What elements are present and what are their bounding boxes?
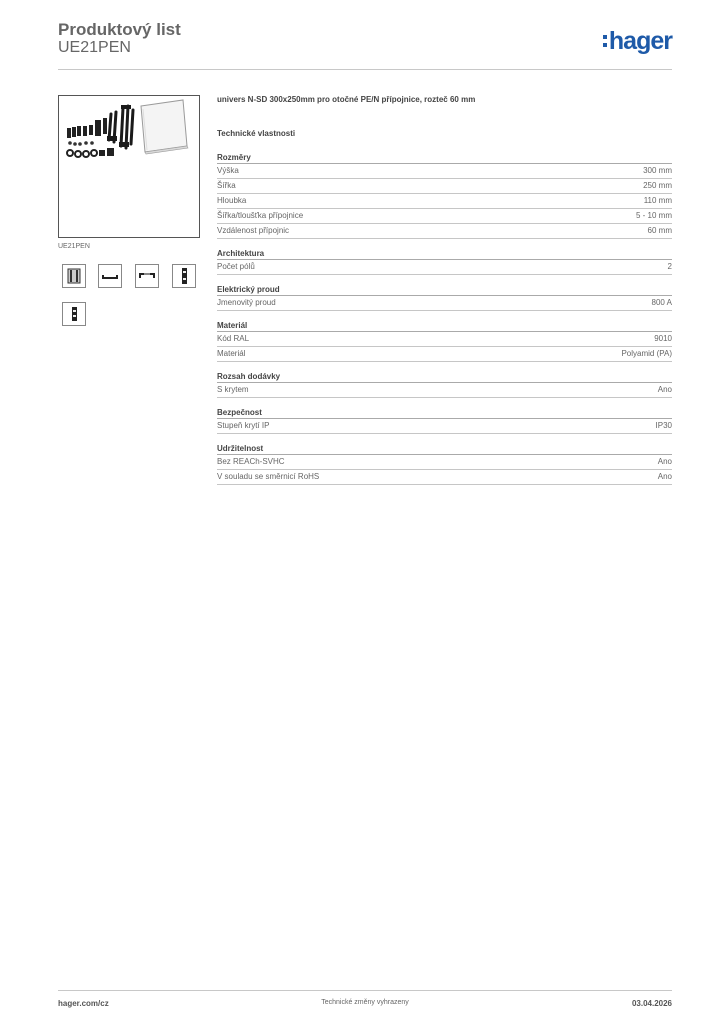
product-kit-icon xyxy=(59,96,199,237)
page-footer xyxy=(58,990,672,1011)
product-code: UE21PEN xyxy=(58,39,131,56)
spec-value: IP30 xyxy=(655,421,672,430)
logo-dots-icon xyxy=(603,35,607,47)
hager-logo xyxy=(603,26,672,56)
spec-section xyxy=(217,407,672,434)
footer-notice: Technické změny vyhrazeny xyxy=(321,999,409,1006)
spec-row xyxy=(217,383,672,398)
spec-value: 9010 xyxy=(654,334,672,343)
spec-value: 5 - 10 mm xyxy=(635,211,672,220)
spec-value: Polyamid (PA) xyxy=(621,349,672,358)
spec-value: Ano xyxy=(657,385,672,394)
spec-section xyxy=(217,443,672,485)
document-title: Produktový list xyxy=(58,20,181,39)
thumb-bracket-icon[interactable] xyxy=(98,264,122,288)
spec-label: Materiál xyxy=(217,349,246,358)
product-name: univers N-SD 300x250mm pro otočné PE/N přípojnice, rozteč 60 mm xyxy=(217,95,476,104)
section-title: Architektura xyxy=(217,248,672,260)
page-header xyxy=(58,20,672,70)
image-caption: UE21PEN xyxy=(58,243,90,250)
product-image xyxy=(58,95,200,238)
spec-section xyxy=(217,284,672,311)
spec-label: Hloubka xyxy=(217,196,247,205)
section-title: Elektrický proud xyxy=(217,284,672,296)
spec-row xyxy=(217,179,672,194)
spec-value: 110 mm xyxy=(643,196,672,205)
spec-row xyxy=(217,347,672,362)
spec-row xyxy=(217,224,672,239)
spec-value: 2 xyxy=(667,262,672,271)
spec-row xyxy=(217,194,672,209)
spec-label: Šířka/tloušťka přípojnice xyxy=(217,211,304,220)
thumb-enclosure-front-icon[interactable] xyxy=(62,264,86,288)
spec-label: V souladu se směrnicí RoHS xyxy=(217,472,320,481)
thumb-terminal-strip-icon[interactable] xyxy=(172,264,196,288)
spec-row xyxy=(217,419,672,434)
spec-value: 60 mm xyxy=(647,226,672,235)
spec-value: Ano xyxy=(657,472,672,481)
spec-sections xyxy=(217,152,672,485)
thumb-handle-icon[interactable] xyxy=(135,264,159,288)
spec-label: Vzdálenost přípojnic xyxy=(217,226,290,235)
spec-label: Šířka xyxy=(217,181,236,190)
spec-value: 300 mm xyxy=(643,166,672,175)
spec-label: S krytem xyxy=(217,385,249,394)
section-title: Bezpečnost xyxy=(217,407,672,419)
spec-label: Kód RAL xyxy=(217,334,250,343)
spec-section xyxy=(217,152,672,239)
spec-section xyxy=(217,371,672,398)
section-title: Rozsah dodávky xyxy=(217,371,672,383)
spec-row xyxy=(217,296,672,311)
spec-row xyxy=(217,260,672,275)
spec-label: Jmenovitý proud xyxy=(217,298,276,307)
section-title: Rozměry xyxy=(217,152,672,164)
spec-row xyxy=(217,164,672,179)
technical-properties-heading: Technické vlastnosti xyxy=(217,129,296,138)
logo-text: hager xyxy=(608,27,672,55)
spec-row xyxy=(217,209,672,224)
spec-section xyxy=(217,320,672,362)
footer-date: 03.04.2026 xyxy=(631,999,672,1008)
thumb-terminal-block-icon[interactable] xyxy=(62,302,86,326)
spec-row xyxy=(217,332,672,347)
spec-label: Stupeň krytí IP xyxy=(217,421,270,430)
specifications xyxy=(217,95,672,494)
spec-label: Počet pólů xyxy=(217,262,255,271)
spec-value: 800 A xyxy=(651,298,672,307)
section-title: Udržitelnost xyxy=(217,443,672,455)
spec-label: Bez REACh-SVHC xyxy=(217,457,285,466)
section-title: Materiál xyxy=(217,320,672,332)
spec-value: 250 mm xyxy=(643,181,672,190)
spec-value: Ano xyxy=(657,457,672,466)
spec-label: Výška xyxy=(217,166,239,175)
spec-row xyxy=(217,455,672,470)
spec-section xyxy=(217,248,672,275)
footer-website-link[interactable]: hager.com/cz xyxy=(58,999,109,1008)
spec-row xyxy=(217,470,672,485)
